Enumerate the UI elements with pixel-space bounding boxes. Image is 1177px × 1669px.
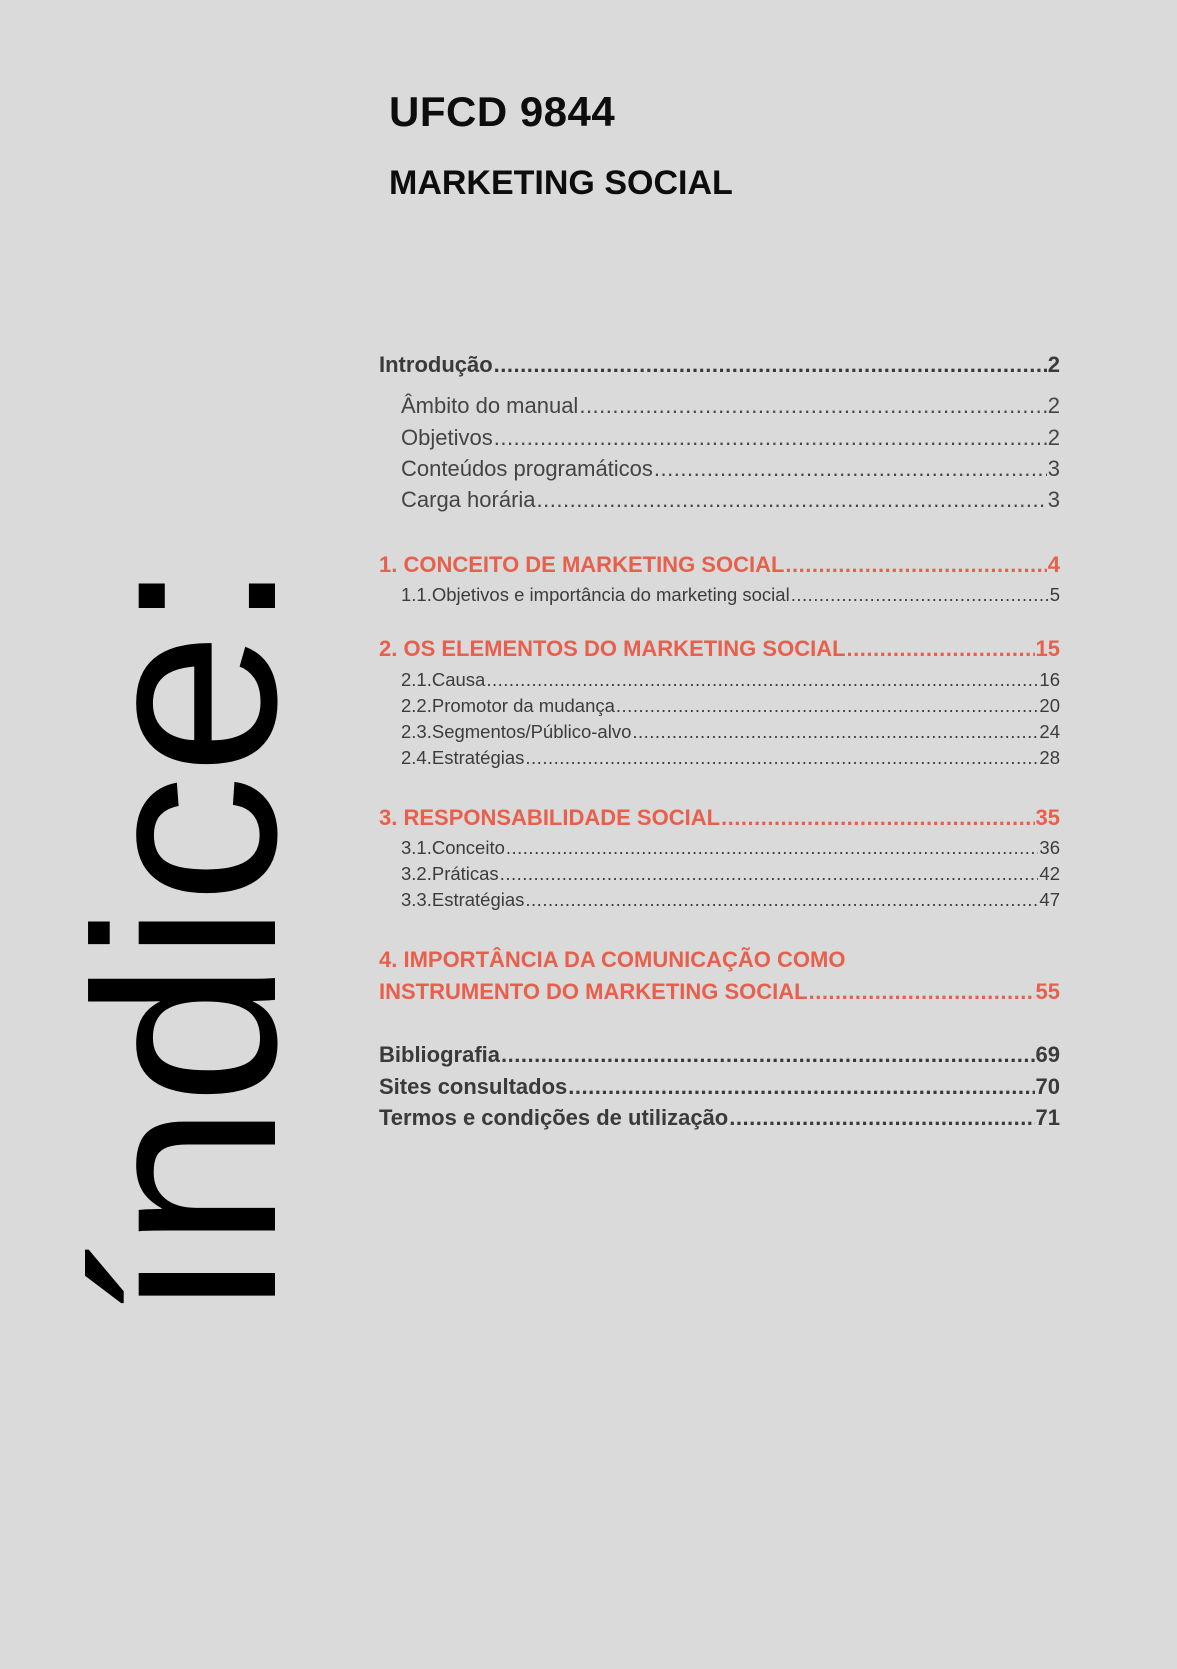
toc-label: 2.3.Segmentos/Público-alvo	[401, 721, 632, 742]
toc-label: 1. CONCEITO DE MARKETING SOCIAL	[379, 552, 785, 577]
dot-leader	[501, 1042, 1035, 1068]
toc-section-2[interactable]	[379, 636, 1060, 662]
course-title: MARKETING SOCIAL	[389, 164, 733, 202]
toc-page: 3	[1047, 487, 1060, 512]
index-vertical-title: índice:	[41, 559, 330, 1321]
toc-page: 55	[1035, 979, 1060, 1004]
toc-page: 69	[1035, 1042, 1060, 1067]
toc-page: 28	[1039, 747, 1060, 768]
toc-page: 70	[1035, 1074, 1060, 1099]
dot-leader	[791, 584, 1049, 606]
toc-label: Conteúdos programáticos	[401, 456, 653, 481]
dot-leader	[486, 669, 1038, 691]
toc-label: Carga horária	[401, 487, 536, 512]
toc-label: Introdução	[379, 352, 493, 377]
toc-entry-termos[interactable]	[379, 1105, 1060, 1131]
dot-leader	[847, 636, 1035, 662]
toc-label: 3. RESPONSABILIDADE SOCIAL	[379, 805, 721, 830]
toc-label: 2. OS ELEMENTOS DO MARKETING SOCIAL	[379, 636, 846, 661]
toc-section-3[interactable]	[379, 805, 1060, 831]
toc-label: 3.3.Estratégias	[401, 889, 525, 910]
toc-page: 15	[1035, 636, 1060, 661]
toc-entry-bibliografia[interactable]	[379, 1042, 1060, 1068]
toc-page: 20	[1039, 695, 1060, 716]
toc-label: 3.2.Práticas	[401, 863, 499, 884]
toc-page: 2	[1047, 352, 1060, 377]
toc-entry[interactable]	[379, 393, 1060, 419]
toc-entry[interactable]	[379, 889, 1060, 911]
dot-leader	[632, 721, 1038, 743]
toc-entry[interactable]	[379, 456, 1060, 482]
dot-leader	[537, 487, 1047, 513]
toc-page: 36	[1039, 837, 1060, 858]
toc-label: Termos e condições de utilização	[379, 1105, 729, 1130]
dot-leader	[500, 863, 1039, 885]
dot-leader	[809, 979, 1035, 1005]
toc-label: 2.4.Estratégias	[401, 747, 525, 768]
toc-page: 42	[1039, 863, 1060, 884]
toc-entry-introducao[interactable]	[379, 352, 1060, 378]
course-code: UFCD 9844	[389, 88, 616, 135]
toc-entry[interactable]	[379, 584, 1060, 606]
dot-leader	[654, 456, 1047, 482]
toc-page: 71	[1035, 1105, 1060, 1130]
toc-label: 2.2.Promotor da mudança	[401, 695, 615, 716]
toc-page: 47	[1039, 889, 1060, 910]
toc-page: 5	[1049, 584, 1060, 605]
toc-label: Bibliografia	[379, 1042, 501, 1067]
dot-leader	[729, 1105, 1034, 1131]
dot-leader	[568, 1074, 1034, 1100]
toc-label: 1.1.Objetivos e importância do marketing social	[401, 584, 790, 605]
toc-label: Âmbito do manual	[401, 393, 579, 418]
toc-entry[interactable]	[379, 425, 1060, 451]
toc-entry[interactable]	[379, 747, 1060, 769]
toc-label: Sites consultados	[379, 1074, 568, 1099]
toc-label: 2.1.Causa	[401, 669, 486, 690]
dot-leader	[506, 837, 1039, 859]
toc-page: 35	[1035, 805, 1060, 830]
dot-leader	[525, 747, 1038, 769]
dot-leader	[579, 393, 1046, 419]
toc-page: 3	[1047, 456, 1060, 481]
dot-leader	[494, 425, 1047, 451]
toc-label: 3.1.Conceito	[401, 837, 505, 858]
toc-entry[interactable]	[379, 721, 1060, 743]
dot-leader	[525, 889, 1038, 911]
toc-entry[interactable]	[379, 487, 1060, 513]
toc-section-4-line1[interactable]: 4. IMPORTÂNCIA DA COMUNICAÇÃO COMO	[379, 947, 846, 972]
dot-leader	[494, 352, 1047, 378]
dot-leader	[785, 552, 1046, 578]
toc-page: 24	[1039, 721, 1060, 742]
toc-section-1[interactable]	[379, 552, 1060, 578]
toc-page: 4	[1047, 552, 1060, 577]
toc-label: INSTRUMENTO DO MARKETING SOCIAL	[379, 979, 808, 1004]
dot-leader	[616, 695, 1039, 717]
dot-leader	[721, 805, 1034, 831]
toc-page: 16	[1039, 669, 1060, 690]
toc-entry[interactable]	[379, 669, 1060, 691]
toc-page: 2	[1047, 425, 1060, 450]
toc-entry-sites[interactable]	[379, 1074, 1060, 1100]
toc-entry[interactable]	[379, 695, 1060, 717]
toc-entry[interactable]	[379, 837, 1060, 859]
toc-entry[interactable]	[379, 863, 1060, 885]
toc-label: Objetivos	[401, 425, 493, 450]
toc-page: 2	[1047, 393, 1060, 418]
toc-section-4[interactable]	[379, 979, 1060, 1005]
